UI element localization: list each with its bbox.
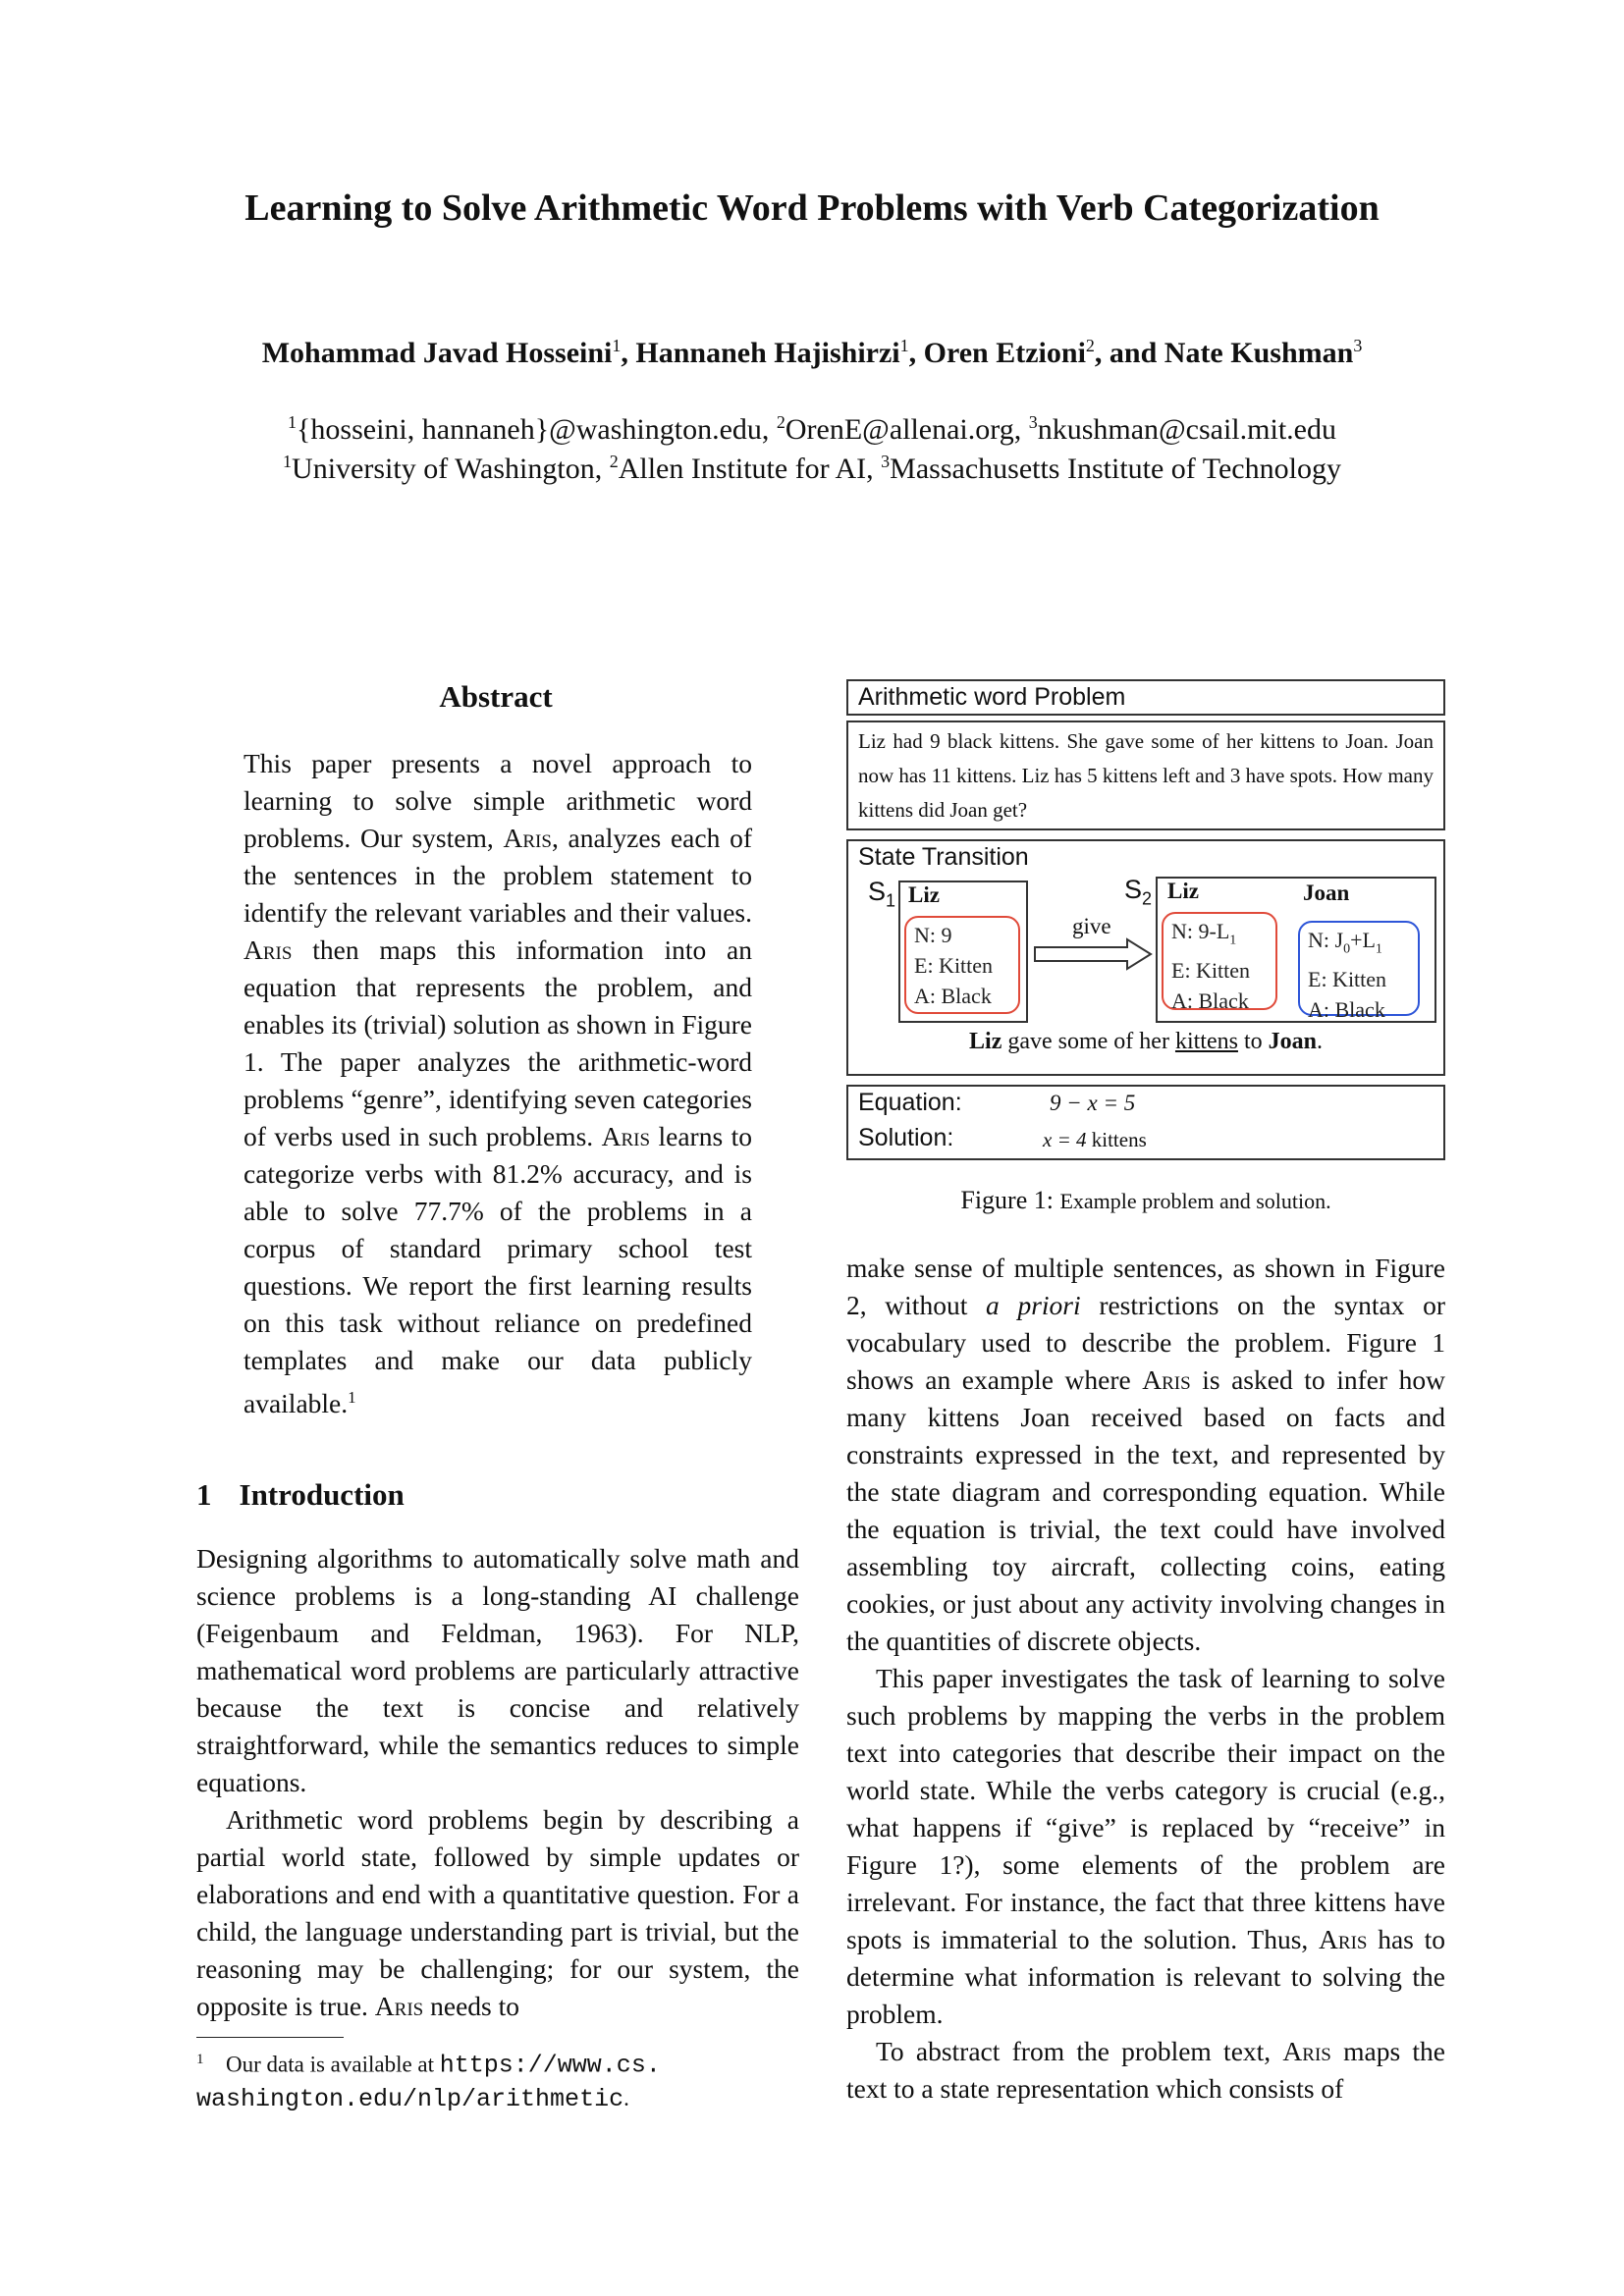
abstract-text: , analyzes each of the sentences in the problem statement to identify the relevant variables and their values. — [244, 823, 752, 928]
affil-mark: 1 — [283, 452, 293, 471]
affil-mark: 3 — [881, 452, 891, 471]
footnote-text: Our data is available at — [226, 2052, 440, 2077]
joan-number: +L — [1350, 928, 1376, 952]
footnote-ref[interactable]: 1 — [348, 1388, 356, 1407]
liz-attribute: A: Black — [914, 984, 992, 1008]
section-heading-introduction — [196, 1477, 405, 1513]
joan-number: N: J — [1308, 928, 1344, 952]
section-number: 1 — [196, 1477, 212, 1512]
intro-paragraph — [196, 1801, 799, 2025]
system-name: Aris — [1282, 2036, 1331, 2066]
emphasis: a priori — [986, 1290, 1081, 1320]
author-name: Oren Etzioni — [923, 337, 1086, 369]
sentence-object: kittens — [1174, 1029, 1238, 1054]
state-sentence — [846, 1029, 1445, 1055]
author-separator: , — [908, 337, 924, 369]
liz-entity: E: Kitten — [1171, 958, 1251, 984]
liz-attribute: A: Black — [1171, 988, 1249, 1014]
transition-arrow-icon — [1033, 937, 1155, 971]
right-column-body — [846, 1250, 1445, 2108]
footnote-link[interactable]: washington.edu/nlp/arithmetic — [196, 2084, 624, 2113]
problem-header: Arithmetic word Problem — [858, 683, 1126, 711]
email-uw: {hosseini, hannaneh}@washington.edu, — [297, 413, 777, 446]
paragraph-text: maps the text to a state representation which consists of — [846, 2036, 1445, 2104]
liz-state-s2 — [1162, 912, 1277, 1014]
problem-header-box — [846, 679, 1445, 716]
sentence-text: . — [1316, 1029, 1323, 1054]
sentence-text: to — [1237, 1029, 1269, 1054]
author-affil-mark: 2 — [1085, 336, 1095, 355]
intro-paragraph: Designing algorithms to automatically solve math and science problems is a long-standing AI challenge (Feigenbaum and Feldman, 1963). For NLP, mathematical word problems are particularly attractive because the text is concise and relatively straightforward, while the semantics reduces to simple equations. — [196, 1543, 799, 1797]
author-separator: , — [621, 337, 636, 369]
state-index: 1 — [886, 890, 896, 911]
paragraph-text: is asked to infer how many kittens Joan received based on facts and constraints expressed in the text, and represented by the state diagram and corresponding equation. While the equation is trivial, the text could have involved assembling toy aircraft, collecting coins, eating cookies, or just about any activity involving changes in the quantities of discrete objects. — [846, 1364, 1446, 1656]
figure-caption — [846, 1186, 1445, 1215]
affil-mark: 1 — [288, 412, 298, 432]
author-affil-mark: 1 — [899, 336, 909, 355]
body-paragraph — [846, 1660, 1445, 2033]
state-letter: S — [1124, 875, 1143, 904]
paragraph-text: has to determine what information is relevant to solving the problem. — [846, 1924, 1445, 2029]
footnote — [196, 2044, 799, 2115]
author-name: Mohammad Javad Hosseini — [261, 337, 613, 369]
abstract-heading: Abstract — [439, 679, 553, 714]
affil-ai2: Allen Institute for AI, — [618, 453, 882, 485]
paragraph-text: To abstract from the problem text, — [876, 2036, 1283, 2066]
abstract-text: learns to categorize verbs with 81.2% accuracy, and is able to solve 77.7% of the problems in a corpus of standard primary school test questions. We report the first learning results on this task without reliance on predefined templates and make our data publicly available. — [244, 1121, 752, 1419]
entity-joan: Joan — [1303, 881, 1350, 905]
state-label-s1 — [868, 877, 895, 911]
author-affil-mark: 3 — [1353, 336, 1363, 355]
entity-liz: Liz — [908, 882, 940, 907]
system-name: Aris — [244, 934, 293, 965]
state-letter: S — [868, 877, 887, 906]
footnote-text: . — [623, 2085, 629, 2110]
state-s1-box — [898, 881, 1028, 1023]
state-label-s2 — [1124, 875, 1152, 909]
author-affil-mark: 1 — [612, 336, 622, 355]
sentence-text: gave some of her — [1001, 1029, 1175, 1054]
variable-index: 1 — [1229, 933, 1237, 948]
verb-label: give — [1072, 914, 1111, 938]
paragraph-text: Arithmetic word problems begin by describing a partial world state, followed by simple updates or elaborations and end with a quantitative question. For a child, the language understanding part is trivial, but the reasoning may be challenging; for our system, the opposite is true. — [196, 1804, 799, 2021]
joan-attribute: A: Black — [1308, 997, 1385, 1023]
email-ai2: OrenE@allenai.org, — [785, 413, 1029, 446]
paper-title: Learning to Solve Arithmetic Word Problems with Verb Categorization — [244, 187, 1380, 229]
affil-mit: Massachusetts Institute of Technology — [890, 453, 1341, 485]
problem-text: Liz had 9 black kittens. She gave some of her kittens to Joan. Joan now has 11 kittens. Liz has 5 kittens left and 3 have spots. How many kittens did Joan get? — [858, 729, 1434, 822]
affil-mark: 2 — [776, 412, 785, 432]
section-title: Introduction — [239, 1477, 405, 1512]
email-mit: nkushman@csail.mit.edu — [1037, 413, 1336, 446]
system-name: Aris — [1319, 1924, 1368, 1954]
joan-entity: E: Kitten — [1308, 967, 1387, 992]
paragraph-text: make sense of multiple sentences, as shown in Figure 2, without — [846, 1253, 1445, 1320]
system-name: Aris — [601, 1121, 651, 1151]
body-paragraph — [846, 1250, 1445, 1660]
figure-label: Figure 1: — [960, 1186, 1060, 1214]
author-name: Hannaneh Hajishirzi — [635, 337, 900, 369]
body-paragraph — [846, 2033, 1445, 2108]
entity-liz: Liz — [1167, 879, 1199, 903]
solution-unit: kittens — [1086, 1128, 1147, 1151]
affil-mark: 3 — [1028, 412, 1038, 432]
joan-state-s2 — [1298, 921, 1420, 1023]
paragraph-text: restrictions on the syntax or vocabulary used to describe the problem. Figure 1 shows an example where — [846, 1290, 1446, 1395]
solution: x = 4 — [1043, 1128, 1087, 1151]
liz-number: N: 9 — [914, 923, 952, 947]
sentence-recipient: Joan — [1268, 1029, 1317, 1054]
variable-index: 0 — [1343, 941, 1351, 957]
affil-uw: University of Washington, — [292, 453, 610, 485]
figure-caption-text: Example problem and solution. — [1059, 1189, 1331, 1213]
abstract-text: then maps this information into an equation that represents the problem, and enables its (trivial) solution as shown in Figure 1. The paper analyzes the arithmetic-word problems “genre”, identifying seven categories of verbs used in such problems. — [244, 934, 752, 1151]
system-name: Aris — [503, 823, 552, 853]
system-name: Aris — [374, 1991, 424, 2021]
equation-box — [846, 1085, 1445, 1160]
abstract-text: This paper presents a novel approach to learning to solve simple arithmetic word problems. Our system, — [244, 748, 752, 853]
equation-label: Equation: — [858, 1089, 962, 1116]
author-name: Nate Kushman — [1164, 337, 1354, 369]
liz-entity: E: Kitten — [914, 953, 994, 978]
equation: 9 − x = 5 — [1050, 1091, 1136, 1115]
state-s2-box — [1156, 877, 1436, 1023]
abstract-body — [244, 745, 752, 1422]
state-transition-header: State Transition — [858, 843, 1029, 871]
affil-mark: 2 — [609, 452, 619, 471]
system-name: Aris — [1142, 1364, 1191, 1395]
problem-text-box — [846, 721, 1445, 830]
state-index: 2 — [1142, 888, 1153, 909]
paragraph-text: This paper investigates the task of learning to solve such problems by mapping the verbs in the problem text into categories that describe their impact on the world state. While the verbs category is crucial (e.g., what happens if “give” is replaced by “receive” in Figure 1?), some elements of the problem are irrelevant. For instance, the fact that three kittens have spots is immaterial to the solution. Thus, — [846, 1663, 1445, 1954]
sentence-subject: Liz — [969, 1029, 1002, 1054]
variable-index: 1 — [1375, 941, 1382, 957]
intro-body — [196, 1540, 799, 2025]
author-list — [0, 336, 1624, 370]
footnote-rule — [196, 2037, 344, 2038]
author-separator: , and — [1094, 337, 1164, 369]
liz-state-s1 — [904, 916, 1020, 1014]
liz-number: N: 9-L — [1171, 919, 1230, 943]
paragraph-text: needs to — [423, 1991, 519, 2021]
footnote-mark: 1 — [196, 2052, 204, 2067]
author-affiliations — [0, 452, 1624, 486]
solution-label: Solution: — [858, 1124, 954, 1151]
author-emails — [0, 412, 1624, 447]
footnote-link[interactable]: https://www.cs. — [439, 2051, 661, 2080]
